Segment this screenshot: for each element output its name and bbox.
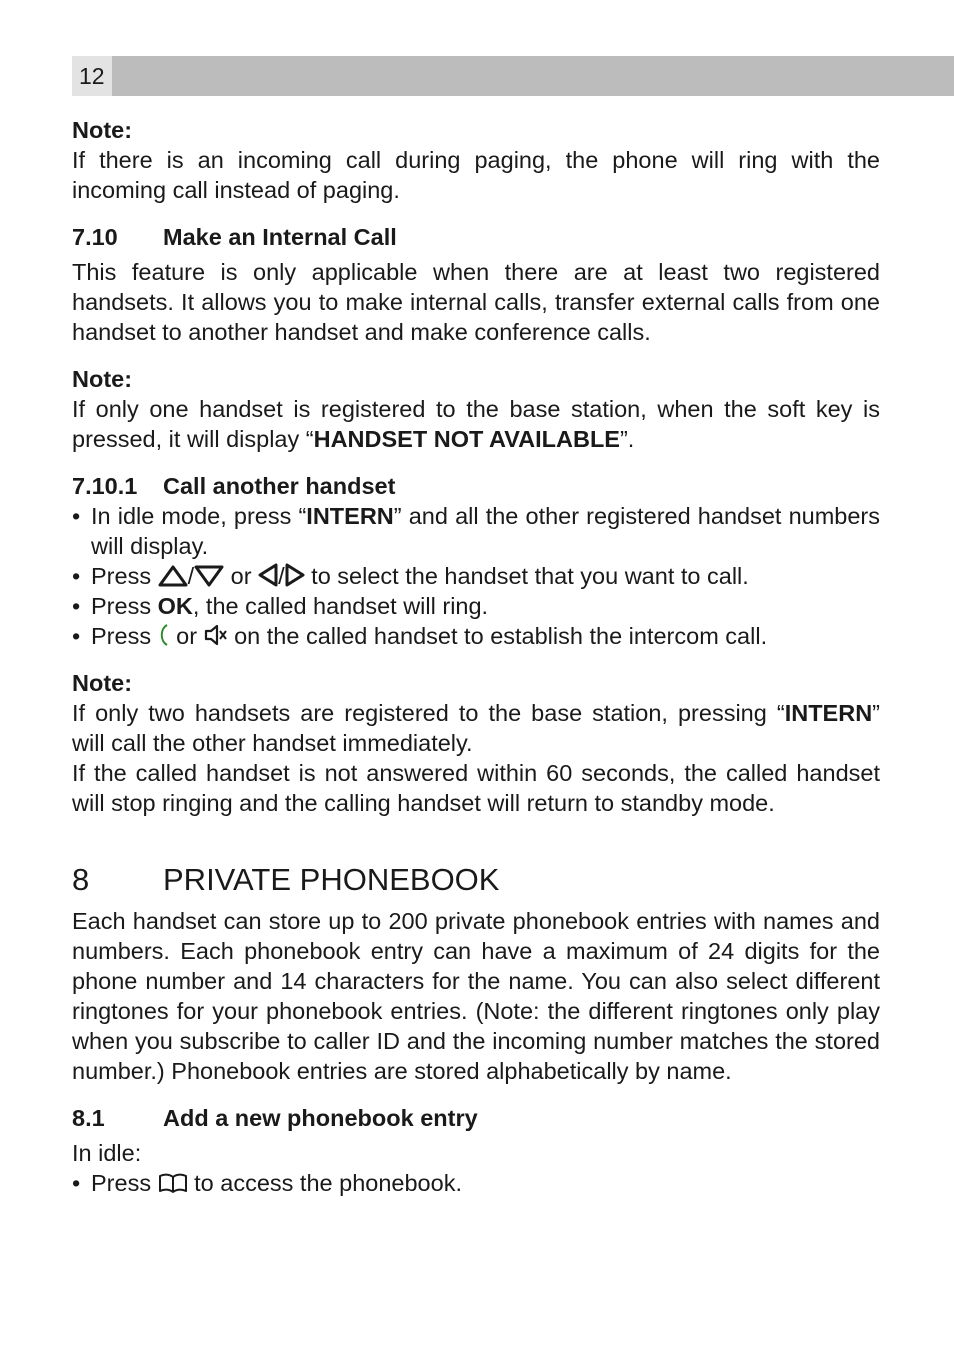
note-label: Note: (72, 117, 133, 143)
note-text: If only one handset is registered to the base station, when the soft key is pressed, it will display “HANDSET NOT AVAILABLE”. (72, 396, 880, 452)
section-number: 7.10.1 (72, 473, 138, 499)
list-item: • Press to access the phonebook. (72, 1170, 462, 1196)
talk-icon (158, 623, 170, 647)
section-intro: In idle: (72, 1140, 142, 1166)
page-number: 12 (79, 63, 105, 89)
section-number: 8.1 (72, 1105, 105, 1131)
left-arrow-icon (258, 563, 278, 587)
note-label: Note: (72, 366, 133, 392)
chapter-title: PRIVATE PHONEBOOK (163, 862, 500, 897)
list-item: • Press or on the called handset to establish the intercom call. (72, 623, 768, 649)
phonebook-icon (158, 1172, 188, 1194)
chapter-number: 8 (72, 862, 90, 897)
down-arrow-icon (194, 565, 224, 587)
note-text: If only two handsets are registered to the base station, pressing “INTERN” will call the other handset immediately. (72, 700, 880, 756)
up-arrow-icon (158, 565, 188, 587)
section-heading-7-10 (72, 222, 880, 252)
section-body: This feature is only applicable when there are at least two registered handsets. It allows you to make internal calls, transfer external calls from one handset to another handset and make conference calls. (72, 259, 880, 345)
bullet-dot: • (72, 623, 81, 649)
list-item: • In idle mode, press “INTERN” and all the other registered handset numbers will display. (72, 503, 880, 559)
bullet-dot: • (72, 503, 81, 529)
right-arrow-icon (285, 563, 305, 587)
section-title: Add a new phonebook entry (163, 1105, 478, 1131)
chapter-heading-8 (72, 862, 880, 898)
bullet-dot: • (72, 593, 81, 619)
section-heading-7-10-1 (72, 471, 880, 501)
header-bar (72, 56, 954, 96)
list-item: • Press / or / to select the handset that you want to call. (72, 563, 749, 589)
section-title: Make an Internal Call (163, 224, 397, 250)
bullet-dot: • (72, 563, 81, 589)
bullet-dot: • (72, 1170, 81, 1196)
list-item: • Press OK, the called handset will ring. (72, 593, 489, 619)
section-body: Each handset can store up to 200 private phonebook entries with names and numbers. Each phonebook entry can have a maximum of 24 digits for the phone number and 14 characters for the name. You can also select different ringtones for your phonebook entries. (Note: the different ringtones only play when you subscribe to caller ID and the incoming number matches the stored number.) Phonebook entries are stored alphabetically by name. (72, 908, 880, 1084)
note-text: If there is an incoming call during paging, the phone will ring with the incoming call instead of paging. (72, 147, 880, 203)
section-title: Call another handset (163, 473, 396, 499)
section-number: 7.10 (72, 224, 118, 250)
note-label: Note: (72, 670, 133, 696)
section-heading-8-1 (72, 1103, 880, 1133)
note-text: If the called handset is not answered within 60 seconds, the called handset will stop ringing and the calling handset will return to standby mode. (72, 760, 880, 816)
speaker-icon (204, 623, 228, 647)
page-content (72, 115, 880, 1198)
